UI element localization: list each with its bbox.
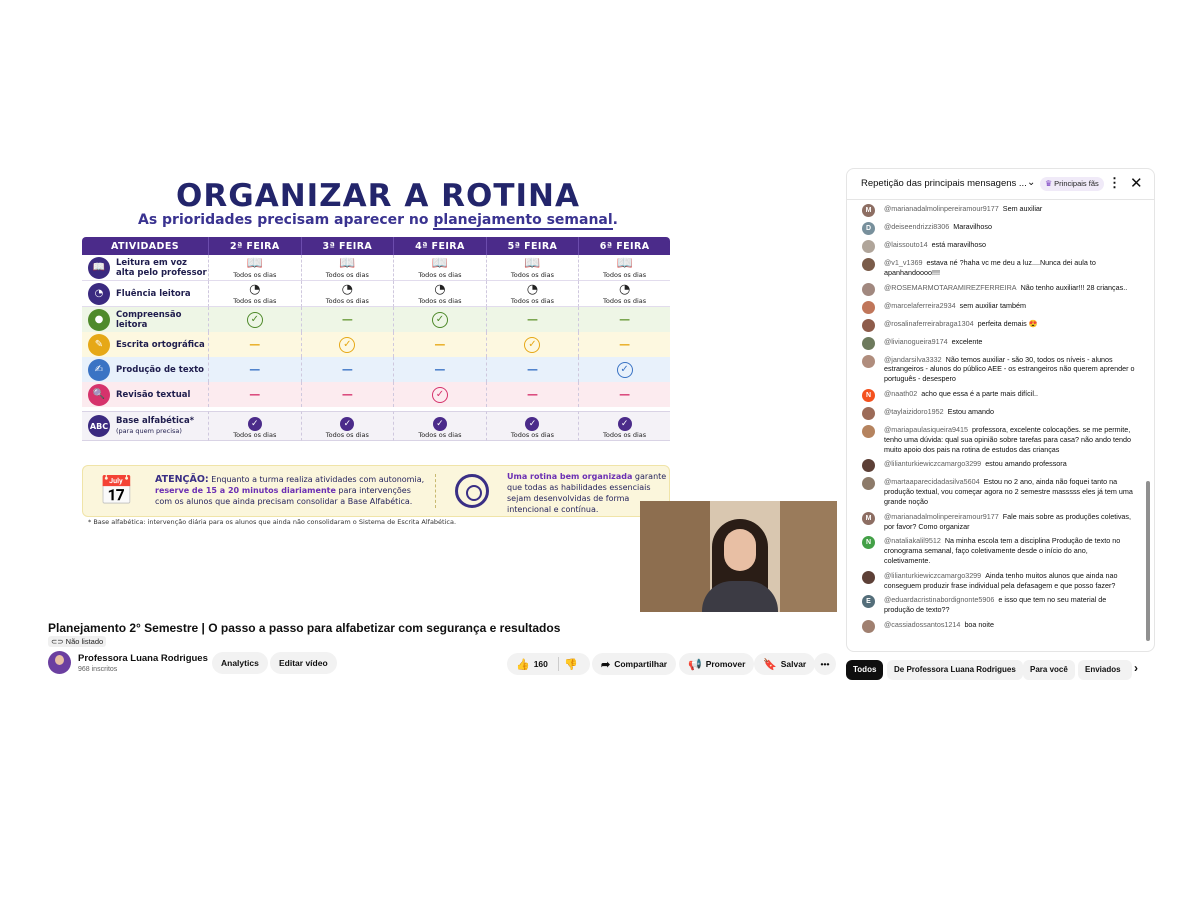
chat-message	[847, 283, 1145, 296]
gauge-icon: ◔	[434, 281, 446, 297]
chat-text: Não temos auxiliar - são 30, todos os níveis - alunos estrangeiros - alunos do público AEE - os estrangeiros não querem aprender o português - desespero	[884, 354, 1135, 384]
dislike-button[interactable]	[560, 653, 590, 675]
chat-avatar[interactable]	[862, 407, 875, 420]
chip-for-you[interactable]: Para você	[1023, 660, 1075, 680]
table-row: ✍ Produção de texto — — — — ✓	[82, 357, 670, 382]
chat-scrollbar[interactable]	[1146, 481, 1150, 641]
chat-text: Fale mais sobre as produções coletivas, por favor? Como organizar	[884, 511, 1132, 531]
check-icon: ✓	[617, 362, 633, 378]
table-row: ◔ Fluência leitora ◔ Todos os dias ◔ Todos os dias ◔ Todos os dias ◔ Todos os dias ◔ Todos os dias	[82, 281, 670, 307]
close-icon[interactable]: ✕	[1130, 175, 1143, 192]
abc-icon: ABC	[88, 415, 110, 437]
book-icon: 📖	[431, 255, 448, 271]
chat-author[interactable]: @taylaizidoro1952	[884, 406, 944, 416]
chip-sent[interactable]: Enviados	[1078, 660, 1132, 680]
chat-avatar[interactable]: M	[862, 512, 875, 525]
chat-text: está maravilhoso	[931, 240, 987, 249]
dash-icon: —	[526, 313, 538, 326]
check-icon: ✓	[524, 337, 540, 353]
check-filled-icon: ✓	[433, 417, 447, 431]
chat-message	[847, 337, 1145, 350]
chat-text: Não tenho auxiliar!!! 28 crianças..	[1020, 282, 1128, 292]
table-row: 🔍 Revisão textual — — ✓ — —	[82, 382, 670, 407]
webcam-overlay	[640, 501, 837, 612]
chevron-right-icon[interactable]: ›	[1134, 661, 1138, 675]
table-row: ● Compreensão leitora ✓ — ✓ — —	[82, 307, 670, 332]
chat-message	[847, 407, 1145, 420]
dash-icon: —	[249, 388, 261, 401]
chat-avatar[interactable]	[862, 240, 875, 253]
col-activities: ATIVIDADES	[82, 237, 209, 255]
chat-avatar[interactable]: N	[862, 389, 875, 402]
top-fans-badge[interactable]: ♛ Principais fãs	[1040, 177, 1104, 191]
chat-avatar[interactable]	[862, 301, 875, 314]
dash-icon: —	[526, 363, 538, 376]
pencil-icon: ✎	[88, 334, 110, 356]
chat-text: professora, excelente colocações. se me permite, tenho uma dúvida: qual sua opinião sobre tarefas para casa? não ando tendo muito apoio dos pais na rotina de estudos das crianças	[884, 424, 1131, 454]
video-title: Planejamento 2° Semestre | O passo a passo para alfabetizar com segurança e resultados	[48, 621, 561, 635]
chat-author[interactable]: @livianogueira9174	[884, 336, 948, 346]
chat-author[interactable]: @cassiadossantos1214	[884, 619, 961, 629]
more-actions-button[interactable]	[814, 653, 836, 675]
chat-text: excelente	[951, 336, 983, 346]
chat-avatar[interactable]: N	[862, 536, 875, 549]
chat-avatar[interactable]: E	[862, 595, 875, 608]
col-wednesday: 4ª FEIRA	[394, 237, 487, 255]
calendar-clock-icon: 📅	[99, 474, 134, 507]
dash-icon: —	[341, 388, 353, 401]
col-monday: 2ª FEIRA	[209, 237, 302, 255]
check-filled-icon: ✓	[525, 417, 539, 431]
book-icon: 📖	[616, 255, 633, 271]
dash-icon: —	[249, 338, 261, 351]
chat-text: Maravilhoso	[953, 222, 992, 231]
col-tuesday: 3ª FEIRA	[302, 237, 395, 255]
subscriber-count: 968 inscritos	[78, 666, 118, 673]
check-filled-icon: ✓	[618, 417, 632, 431]
gauge-icon: ◔	[249, 281, 261, 297]
chat-message	[847, 319, 1145, 332]
channel-avatar[interactable]	[48, 651, 71, 674]
chat-text: boa noite	[964, 619, 995, 629]
slide-footnote: * Base alfabética: intervenção diária para os alunos que ainda não consolidaram o Sistema de Escrita Alfabética.	[88, 518, 457, 526]
document-search-icon: 🔍	[88, 384, 110, 406]
crown-icon: ♛	[1045, 179, 1053, 188]
chat-avatar[interactable]	[862, 283, 875, 296]
share-button[interactable]: ➦ Compartilhar	[592, 653, 676, 675]
chat-author[interactable]: @lilianturkiewiczcamargo3299	[884, 570, 982, 580]
speech-bubble-icon: ●	[88, 309, 110, 331]
more-horizontal-icon: •••	[820, 659, 830, 669]
share-arrow-icon: ➦	[601, 659, 611, 671]
chat-message	[847, 355, 1145, 384]
chat-avatar[interactable]	[862, 425, 875, 438]
chat-text: sem auxiliar também	[959, 300, 1026, 310]
chat-message	[847, 389, 1145, 402]
more-vertical-icon[interactable]: ⋮	[1108, 175, 1121, 190]
chat-avatar[interactable]	[862, 620, 875, 633]
chat-avatar[interactable]	[862, 459, 875, 472]
chat-author[interactable]: @marcelaferreira2934	[884, 300, 956, 310]
chat-message	[847, 222, 1145, 235]
promote-button[interactable]: 📢 Promover	[679, 653, 754, 675]
chat-message	[847, 425, 1145, 454]
chat-author[interactable]: @ROSEMARMOTARAMIREZFERREIRA	[884, 282, 1017, 292]
chat-message	[847, 536, 1145, 565]
chat-avatar[interactable]	[862, 258, 875, 271]
chip-all[interactable]: Todos	[846, 660, 883, 680]
check-filled-icon: ✓	[248, 417, 262, 431]
weekly-plan-table	[82, 237, 670, 441]
chat-message	[847, 301, 1145, 314]
chat-author[interactable]: @lilianturkiewiczcamargo3299	[884, 459, 982, 469]
check-filled-icon: ✓	[340, 417, 354, 431]
dash-icon: —	[526, 388, 538, 401]
chat-avatar[interactable]: D	[862, 222, 875, 235]
like-button[interactable]: 👍 160	[507, 653, 560, 675]
attention-box: 📅 ATENÇÃO: Enquanto a turma realiza atividades com autonomia, reserve de 15 a 20 minutos diariamente para intervenções com os alunos que ainda precisam consolidar a Base Alfabética. Uma rotina bem organizada garante que todas as habilidades essenciais sejam desenvolvidas de forma intencional e contínua.	[82, 465, 670, 517]
check-icon: ✓	[339, 337, 355, 353]
document-edit-icon: ✍	[88, 359, 110, 381]
gauge-icon: ◔	[88, 283, 110, 305]
check-icon: ✓	[432, 387, 448, 403]
chat-avatar[interactable]	[862, 337, 875, 350]
chat-text: Estou no 2 ano, ainda não foquei tanto na produção textual, vou começar agora no 2 semestre masssss eles já tem uma grande noção	[884, 477, 1133, 506]
chat-text: e isso que tem no seu material de produção de texto??	[884, 595, 1107, 615]
gauge-icon: ◔	[341, 281, 354, 297]
book-icon: 📖	[88, 257, 110, 279]
col-thursday: 5ª FEIRA	[487, 237, 580, 255]
chat-message	[847, 595, 1145, 615]
visibility-badge: ⊂⊃ Não listado	[48, 636, 106, 647]
chat-avatar[interactable]	[862, 477, 875, 490]
table-row: ABC Base alfabética* (para quem precisa) ✓ Todos os dias ✓ Todos os dias ✓ Todos os dias ✓ Todos os dias ✓ Todos os dias	[82, 411, 670, 441]
dash-icon: —	[434, 363, 446, 376]
link-icon: ⊂⊃	[51, 637, 64, 646]
chat-author[interactable]: @martaaparecidadasilva5604	[884, 477, 980, 487]
edit-video-button[interactable]: Editar vídeo	[270, 652, 337, 674]
chat-message	[847, 459, 1145, 472]
chat-text: perfeita demais 😍	[977, 318, 1038, 328]
chat-mode-title[interactable]: Repetição das principais mensagens ...	[861, 178, 1027, 189]
chat-text: estava né ?haha vc me deu a luz....Nunca dei aula to apanhandoooo!!!!	[884, 258, 1096, 277]
dash-icon: —	[434, 338, 446, 351]
megaphone-icon: 📢	[688, 659, 702, 671]
chat-text: acho que essa é a parte mais difícil..	[921, 388, 1038, 398]
chevron-down-icon[interactable]: ⌄	[1027, 177, 1036, 188]
video-player[interactable]	[48, 168, 838, 614]
chat-author[interactable]: @naath02	[884, 388, 918, 398]
col-friday: 6ª FEIRA	[579, 237, 670, 255]
thumbs-up-icon: 👍	[516, 659, 530, 671]
slide-title: ORGANIZAR A ROTINA	[176, 178, 580, 214]
dash-icon: —	[341, 363, 353, 376]
dash-icon: —	[341, 313, 353, 326]
chat-author[interactable]: @eduardacristinabordignonte5906	[884, 595, 995, 605]
chat-author[interactable]: @deiseendrizzi8306	[884, 222, 950, 231]
table-row: ✎ Escrita ortográfica — ✓ — ✓ —	[82, 332, 670, 357]
channel-name[interactable]: Professora Luana Rodrigues	[78, 653, 208, 664]
book-icon: 📖	[339, 255, 356, 271]
chat-avatar[interactable]	[862, 319, 875, 332]
thumbs-down-icon: 👎	[564, 659, 578, 671]
chat-message	[847, 512, 1145, 532]
slide-subtitle: As prioridades precisam aparecer no planejamento semanal.	[137, 212, 618, 228]
chip-from-channel[interactable]: De Professora Luana Rodrigues	[887, 660, 1023, 680]
chat-message-list[interactable]	[847, 199, 1145, 651]
chat-author[interactable]: @v1_v1369	[884, 258, 923, 267]
chat-text: Estou amando	[947, 406, 995, 416]
table-row: 📖 Leitura em voz alta pelo professor 📖 Todos os dias 📖 Todos os dias 📖 Todos os dias 📖 Todos os dias 📖 Todos os dias	[82, 255, 670, 281]
chat-message	[847, 571, 1145, 591]
analytics-button[interactable]: Analytics	[212, 652, 268, 674]
bookmark-icon: 🔖	[763, 659, 777, 671]
dash-icon: —	[619, 388, 631, 401]
live-chat-panel	[846, 168, 1155, 652]
dash-icon: —	[619, 313, 631, 326]
chat-message	[847, 258, 1145, 278]
dash-icon: —	[249, 363, 261, 376]
chat-author[interactable]: @marianadalmolinpereiramour9177	[884, 511, 999, 521]
chat-text: Ainda tenho muitos alunos que ainda nao conseguem produzir frase individual pela defasagem e que posso fazer?	[884, 570, 1118, 590]
gauge-icon: ◔	[526, 281, 539, 297]
check-icon: ✓	[247, 312, 263, 328]
save-button[interactable]: 🔖 Salvar	[754, 653, 815, 675]
chat-avatar[interactable]	[862, 355, 875, 368]
chat-message	[847, 204, 1145, 217]
book-icon: 📖	[524, 255, 541, 271]
chat-header	[847, 169, 1154, 200]
dash-icon: —	[619, 338, 631, 351]
book-icon: 📖	[246, 255, 263, 271]
chat-text: Na minha escola tem a disciplina Produção de texto no cronograma semanal, faço coletivamente desde o início do ano, coletivamente.	[884, 536, 1121, 565]
chat-message	[847, 477, 1145, 506]
chat-author[interactable]: @marianadalmolinpereiramour9177	[884, 204, 999, 213]
chat-author[interactable]: @laissouto14	[884, 240, 928, 249]
check-icon: ✓	[432, 312, 448, 328]
chat-author[interactable]: @jandarsilva3332	[884, 354, 942, 364]
chat-message	[847, 240, 1145, 253]
gauge-icon: ◔	[618, 281, 631, 297]
chat-text: estou amando professora	[985, 459, 1067, 469]
chat-author[interactable]: @nataliakalil9512	[884, 536, 941, 546]
chat-author[interactable]: @rosalinaferreirabraga1304	[884, 318, 974, 328]
chat-avatar[interactable]: M	[862, 204, 875, 217]
chat-message	[847, 620, 1145, 633]
chat-text: Sem auxiliar	[1002, 204, 1043, 213]
target-icon	[455, 474, 489, 508]
chat-author[interactable]: @mariapaulasiqueira9415	[884, 424, 969, 434]
chat-avatar[interactable]	[862, 571, 875, 584]
